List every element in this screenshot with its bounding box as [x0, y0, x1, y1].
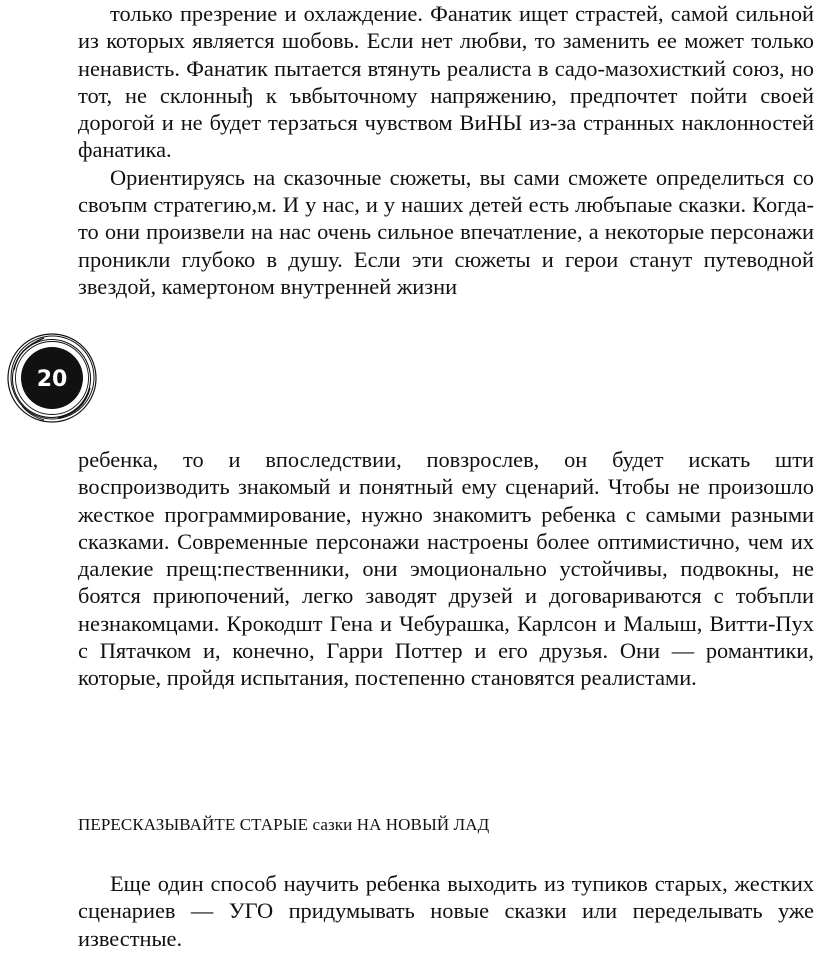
paragraph-modern-characters: ребенка, то и впоследствии, повзрослев, он будет искать шти воспроизводить знакомый и понятный ему сценарий. Чтобы не произошло жесткое программирование, нужно знакомитъ ребенка с самыми разными сказками. Современные персонажи настроены более оптимистично, чем их далекие прещ:пественники, они эмоционально устойчивы, подвокны, не боятся приюпочений, легко заводят друзей и договариваются с тобъпли незнакомцами. Крокодшт Гена и Чебурашка, Карлсон и Малыш, Витти-Пух с Пятачком и, конечно, Гарри Поттер и его друзья. Они — романтики, которые, пройдя испытания, постепенно становятся реалистами.	[78, 447, 814, 691]
text-block-bottom	[78, 870, 814, 952]
paragraph-fairytale-plots: Ориентируясь на сказочные сюжеты, вы сами сможете определиться со своъпм стратегию,м. И у нас, и у наших детей есть любъпаые сказки. Когда-то они произвели на нас очень сильное впечатление, а некоторые персонажи проникли глубоко в душу. Если эти сюжеты и герои станут путеводной звездой, камертоном внутренней жизни	[78, 164, 814, 299]
paragraph-fanatic: только презрение и охлаждение. Фанатик ищет страстей, самой сильной из которых является шобовь. Если нет любви, то заменить ее может только ненависть. Фанатик пытается втянуть реалиста в садо-мазохисткий союз, но тот, не склонныђ к ъвбыточному напряжению, предпочтет пойти своей дорогой и не будет терзаться чувством ВиНЫ из-за странных наклонностей фанатика.	[78, 1, 814, 163]
page-number: 20	[36, 367, 68, 392]
text-block-middle	[78, 446, 814, 692]
page-number-badge	[4, 330, 100, 426]
paragraph-new-tales: Еще один способ научить ребенка выходить из тупиков старых, жестких сценариев — УГО придумывать новые сказки или переделывать уже известные.	[78, 871, 814, 951]
section-heading: ПЕРЕСКАЗЫВАЙТЕ СТАРЫЕ сазки НА НОВЫЙ ЛАД	[78, 815, 490, 834]
text-block-top	[78, 0, 814, 300]
